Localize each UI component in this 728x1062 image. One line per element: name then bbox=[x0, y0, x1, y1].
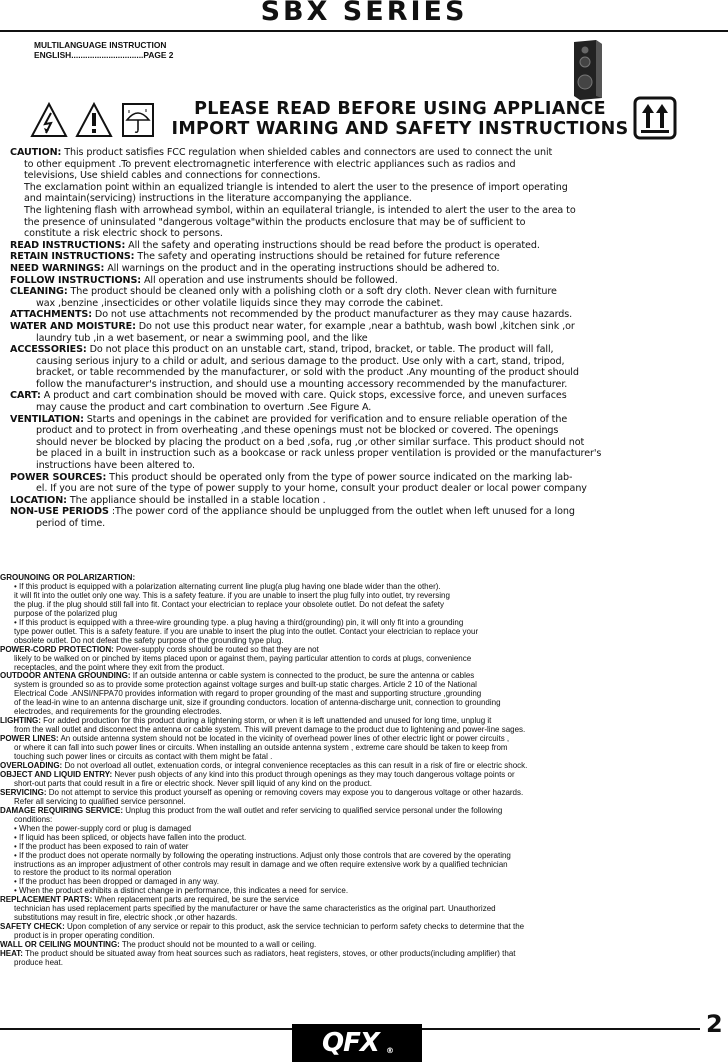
logo-registered-mark: ® bbox=[386, 1046, 394, 1055]
instruction-heading-line bbox=[0, 807, 728, 816]
warning-heading bbox=[170, 99, 630, 139]
instruction-heading: LOCATION: bbox=[10, 494, 67, 506]
instruction-continuation-line: • When the power-supply cord or plug is damaged bbox=[14, 823, 192, 833]
instruction-heading: GROUNOING OR POLARIZARTION: bbox=[0, 573, 136, 582]
instruction-continuation-line: • If the product has been exposed to rain of water bbox=[14, 841, 189, 851]
instruction-text: Do not place this product on an unstable cart, stand, tripod, bracket, or table. The product will fall, bbox=[86, 344, 554, 356]
instruction-continuation-line: system is grounded so as to provide some protection against voltage surges and built-up static charges. Article 2 10 of the National bbox=[14, 680, 477, 690]
instruction-continuation-line: wax ,benzine ,insecticides or other volatile liquids since they may corrode the cabinet. bbox=[36, 297, 444, 309]
instruction-heading-line bbox=[10, 344, 710, 356]
instruction-heading: HEAT: bbox=[0, 949, 23, 959]
instruction-continuation-line: and maintain(servicing) instructions in the literature accompanying the appliance. bbox=[24, 193, 412, 205]
instruction-text: When replacement parts are required, be sure the service bbox=[92, 895, 300, 905]
instruction-continuation-line: likely to be walked on or pinched by items placed upon or against them, paying particular attention to cords at plugs, convenience bbox=[14, 653, 472, 663]
instruction-continuation-line: produce heat. bbox=[14, 957, 63, 967]
instruction-continuation-line: to other equipment .To prevent electromagnetic interference with electric appliances such as radios and bbox=[24, 158, 516, 170]
instruction-heading-line bbox=[10, 472, 710, 484]
instruction-continuation-line: type power outlet. This is a safety feature. if you are unable to insert the plug into the outlet. Contact your electrician to replace your bbox=[14, 626, 479, 636]
instruction-heading: CART: bbox=[10, 390, 41, 402]
instruction-continuation-line: of the lead-in wine to an antenna discharge unit, size if grounding conductors. location of antenna-discharge unit, connection to grounding bbox=[14, 698, 501, 708]
instruction-heading-line bbox=[0, 950, 728, 959]
instruction-heading: WALL OR CEILING MOUNTING: bbox=[0, 940, 120, 950]
page-number: 2 bbox=[706, 1010, 723, 1038]
instruction-heading: OVERLOADING: bbox=[0, 761, 63, 771]
instruction-heading: POWER SOURCES: bbox=[10, 471, 107, 483]
instruction-heading: REPLACEMENT PARTS: bbox=[0, 895, 93, 905]
instruction-text: All operation and use instruments should be followed. bbox=[141, 274, 398, 286]
secondary-safety-instructions bbox=[0, 574, 728, 968]
instruction-continuation-line: • If this product is equipped with a three-wire grounding type. a plug having a third(grounding) pin, it will only fit into a grounding bbox=[14, 617, 464, 627]
instruction-continuation-line: • When the product exhibits a distinct change in performance, this indicates a need for service. bbox=[14, 886, 349, 896]
instruction-text: For added production for this product during a lightening storm, or when it is left unattended and unused for long time, unplug it bbox=[40, 716, 492, 726]
instruction-continuation-line: constitute a risk electric shock to persons. bbox=[24, 228, 223, 240]
instruction-text: The product should be cleaned only with a polishing cloth or a soft dry cloth. Never clean with furniture bbox=[67, 286, 557, 298]
instruction-text: A product and cart combination should be moved with care. Quick stops, excessive force, and uneven surfaces bbox=[40, 390, 567, 402]
instruction-heading: OUTDOOR ANTENA GROUNDING: bbox=[0, 671, 131, 681]
instruction-continuation-line: receptacles, and the point where they exit from the product. bbox=[14, 662, 225, 672]
instruction-continuation-line: electrodes, and requirements for the grounding electrodes. bbox=[14, 707, 222, 717]
primary-safety-instructions bbox=[10, 147, 710, 530]
instruction-continuation-line: laundry tub ,in a wet basement, or near a swimming pool, and the like bbox=[36, 332, 368, 344]
warning-heading-line2: IMPORT WARING AND SAFETY INSTRUCTIONS bbox=[171, 119, 629, 139]
instruction-continuation-line: obsolete outlet. Do not defeat the safety purpose of the grounding type plug. bbox=[14, 635, 284, 645]
instruction-heading-line bbox=[10, 309, 710, 321]
instruction-text: The product should be situated away from heat sources such as radiators, heat registers, stoves, or other products(including amplifier) that bbox=[22, 949, 516, 959]
instruction-heading: NON-USE PERIODS bbox=[10, 506, 109, 518]
series-title: SBX SERIES bbox=[260, 0, 468, 27]
instruction-heading-line bbox=[10, 321, 710, 333]
instruction-text: An outside antenna system should not be located in the vicinity of overhead power lines of other electric light or power circuits , bbox=[58, 734, 510, 744]
instruction-heading: ACCESSORIES: bbox=[10, 344, 87, 356]
instruction-continuation-line: product is in proper operating condition. bbox=[14, 931, 155, 941]
instruction-continuation-line: bracket, or table recommended by the manufacturer, or sold with the product .Any mounting of the product should bbox=[36, 367, 579, 379]
language-index bbox=[34, 40, 173, 60]
instruction-continuation-line: technician has used replacement parts specified by the manufacturer or have the same characteristics as the original part. Unauthorized bbox=[14, 904, 496, 914]
instruction-text: This product should be operated only from the type of power source indicated on the marking lab- bbox=[106, 471, 573, 483]
umbrella-icon bbox=[121, 102, 155, 138]
instruction-heading: ATTACHMENTS: bbox=[10, 309, 92, 321]
instruction-continuation-line: purpose of the polarized plug bbox=[14, 608, 118, 618]
instruction-continuation-line: be placed in a built in instruction such as a bookcase or rack unless proper ventilation is provided or the manufacturer's bbox=[36, 448, 602, 460]
speaker-icon bbox=[566, 38, 606, 102]
instruction-continuation-line: should never be blocked by placing the product on a bed ,sofa, rug ,or other similar surface. This product should not bbox=[36, 436, 585, 448]
instruction-text: Do not use attachments not recommended by the product manufacturer as they may cause hazards. bbox=[91, 309, 573, 321]
instruction-continuation-line: it will fit into the outlet only one way. This is a safety feature. if you are unable to insert the plug fully into outlet, try reversing bbox=[14, 590, 450, 600]
instruction-heading: OBJECT AND LIQUID ENTRY: bbox=[0, 769, 113, 779]
instruction-continuation-line: • If this product is equipped with a polarization alternating current line plug(a plug having one blade wider than the other). bbox=[14, 581, 441, 591]
instruction-text: The appliance should be installed in a stable location . bbox=[66, 494, 326, 506]
instruction-continuation-line: • If the product does not operate normally by following the operating instructions. Adjust only those controls that are covered by the operating bbox=[14, 850, 511, 860]
instruction-continuation-line: the presence of uninsulated "dangerous voltage"within the products enclosure that may be of sufficient to bbox=[24, 216, 526, 228]
instruction-continuation-line: The lightening flash with arrowhead symbol, within an equilateral triangle, is intended to alert the user to the area to bbox=[24, 204, 576, 216]
instruction-heading: NEED WARNINGS: bbox=[10, 262, 105, 274]
instruction-text: Do not use this product near water, for example ,near a bathtub, wash bowl ,kitchen sink ,or bbox=[135, 320, 575, 332]
instruction-heading: POWER-CORD PROTECTION: bbox=[0, 644, 114, 654]
instruction-continuation-line: or where it can fall into such power lines or circuits. When installing an outside antenna system , extreme care should be taken to keep from bbox=[14, 743, 508, 753]
top-rule bbox=[0, 30, 728, 32]
instruction-text: Power-supply cords should be routed so that they are not bbox=[113, 644, 319, 654]
instruction-text: Do not overload all outlet, extenuation cords, or integral convenience receptacles as this can result in a risk of fire or electric shock. bbox=[62, 761, 528, 771]
instruction-continuation-line: substitutions may result in fire, electric shock ,or other hazards. bbox=[14, 913, 238, 923]
instruction-heading-line bbox=[10, 506, 710, 518]
instruction-text: Do not attempt to service this product yourself as opening or removing covers may expose you to dangerous voltage or other hazards. bbox=[46, 787, 524, 797]
instruction-heading-line bbox=[10, 147, 710, 159]
instruction-continuation-line: the plug. if the plug should still fall into fit. Contact your electrician to replace your obsolete outlet. Do not defeat the safety bbox=[14, 599, 445, 609]
instruction-continuation-line: Refer all servicing to qualified service personnel. bbox=[14, 796, 186, 806]
instruction-continuation-line: period of time. bbox=[36, 518, 106, 529]
instruction-heading-line bbox=[10, 240, 710, 252]
instruction-continuation-line: from the wall outlet and disconnect the antenna or cable system. This will prevent damage to the product due to lightening and power-line sages. bbox=[14, 725, 526, 735]
instruction-continuation-line: instructions as an improper adjustment of other controls may result in damage and we often require extensive work by a qualified technician bbox=[14, 859, 508, 869]
this-way-up-icon bbox=[633, 96, 677, 140]
warning-icons bbox=[30, 102, 158, 143]
instruction-continuation-line: Electrical Code .ANSI/NFPA70 provides information with regard to proper grounding of the mast and supporting structure ,grounding bbox=[14, 689, 482, 699]
instruction-heading: LIGHTING: bbox=[0, 716, 41, 726]
instruction-heading: DAMAGE REQUIRING SERVICE: bbox=[0, 805, 123, 815]
instruction-heading-line bbox=[10, 275, 710, 287]
instruction-continuation-line: touching such power lines or circuits as contact with them might be fatal . bbox=[14, 752, 273, 762]
instruction-text: Starts and openings in the cabinet are provided for verification and to ensure reliable operation of the bbox=[83, 413, 568, 425]
instruction-continuation-line: el. If you are not sure of the type of power supply to your home, consult your product dealer or local power company bbox=[36, 483, 587, 495]
instruction-continuation-line: televisions, Use shield cables and connections for connections. bbox=[24, 170, 321, 182]
instruction-continuation-line: product and to protect in from overheating ,and these openings must not be blocked or covered. The openings bbox=[36, 425, 559, 437]
instruction-continuation-line: follow the manufacturer's instruction, and should use a mounting accessory recommended by the manufacturer. bbox=[36, 378, 568, 390]
instruction-heading: RETAIN INSTRUCTIONS: bbox=[10, 251, 135, 263]
exclamation-triangle-icon bbox=[75, 102, 113, 138]
instruction-continuation-line: may cause the product and cart combination to overturn .See Figure A. bbox=[36, 402, 372, 414]
instruction-heading: FOLLOW INSTRUCTIONS: bbox=[10, 274, 141, 286]
instruction-continuation-line: • If the product has been dropped or damaged in any way. bbox=[14, 877, 220, 887]
instruction-text: The safety and operating instructions should be retained for future reference bbox=[134, 251, 500, 263]
instruction-heading: POWER LINES: bbox=[0, 734, 59, 744]
instruction-continuation-line: The exclamation point within an equalized triangle is intended to alert the user to the presence of import operating bbox=[24, 181, 568, 193]
instruction-text: :The power cord of the appliance should be unplugged from the outlet when left unused for a long bbox=[108, 506, 575, 518]
instruction-heading-line bbox=[10, 263, 710, 275]
instruction-heading-line bbox=[10, 414, 710, 426]
instruction-continuation-line: conditions: bbox=[14, 814, 53, 824]
instruction-text: All warnings on the product and in the operating instructions should be adhered to. bbox=[104, 262, 500, 274]
instruction-heading-line bbox=[10, 495, 710, 507]
instruction-heading: READ INSTRUCTIONS: bbox=[10, 239, 126, 251]
instruction-heading-line bbox=[10, 286, 710, 298]
qfx-logo bbox=[292, 1024, 422, 1062]
instruction-heading-line bbox=[10, 390, 710, 402]
instruction-text: Never push objects of any kind into this product through openings as they may touch dangerous voltage points or bbox=[112, 769, 515, 779]
instruction-text: Upon completion of any service or repair to this product, ask the service technician to perform safety checks to determine that the bbox=[64, 922, 525, 932]
logo-text: QFX bbox=[322, 1028, 379, 1058]
instruction-heading: VENTILATION: bbox=[10, 413, 84, 425]
instruction-text: The product should not be mounted to a wall or ceiling. bbox=[119, 940, 317, 950]
instruction-heading: CLEANING: bbox=[10, 286, 68, 298]
instruction-text: All the safety and operating instructions should be read before the product is operated. bbox=[125, 239, 540, 251]
instruction-continuation-line: • If liquid has been spliced, or objects have fallen into the product. bbox=[14, 832, 247, 842]
instruction-heading-line bbox=[10, 251, 710, 263]
instruction-heading: SERVICING: bbox=[0, 787, 47, 797]
lightning-triangle-icon bbox=[30, 102, 68, 138]
instruction-continuation-line: causing serious injury to a child or adult, and serious damage to the product. Use only with a cart, stand, tripod, bbox=[36, 355, 565, 367]
instruction-text: If an outside antenna or cable system is connected to the product, be sure the antenna or cables bbox=[130, 671, 475, 681]
english-page-ref: ENGLISH...............................PAGE 2 bbox=[34, 50, 174, 60]
instruction-text: Unplug this product from the wall outlet and refer servicing to qualified service personal under the following bbox=[122, 805, 503, 815]
instruction-continuation-line: to restore the product to its normal operation bbox=[14, 868, 172, 878]
instruction-heading: SAFETY CHECK: bbox=[0, 922, 65, 932]
instruction-continuation-line: short-out parts that could result in a fire or electric shock. Never spill liquid of any kind on the product. bbox=[14, 778, 372, 788]
instruction-heading: CAUTION: bbox=[10, 147, 62, 158]
warning-heading-line1: PLEASE READ BEFORE USING APPLIANCE bbox=[194, 99, 606, 119]
multilanguage-label: MULTILANGUAGE INSTRUCTION bbox=[34, 40, 167, 50]
instruction-continuation-line: instructions have been altered to. bbox=[36, 460, 195, 472]
instruction-heading: WATER AND MOISTURE: bbox=[10, 320, 136, 332]
instruction-text: This product satisfies FCC regulation when shielded cables and connectors are used to connect the unit bbox=[61, 147, 553, 158]
